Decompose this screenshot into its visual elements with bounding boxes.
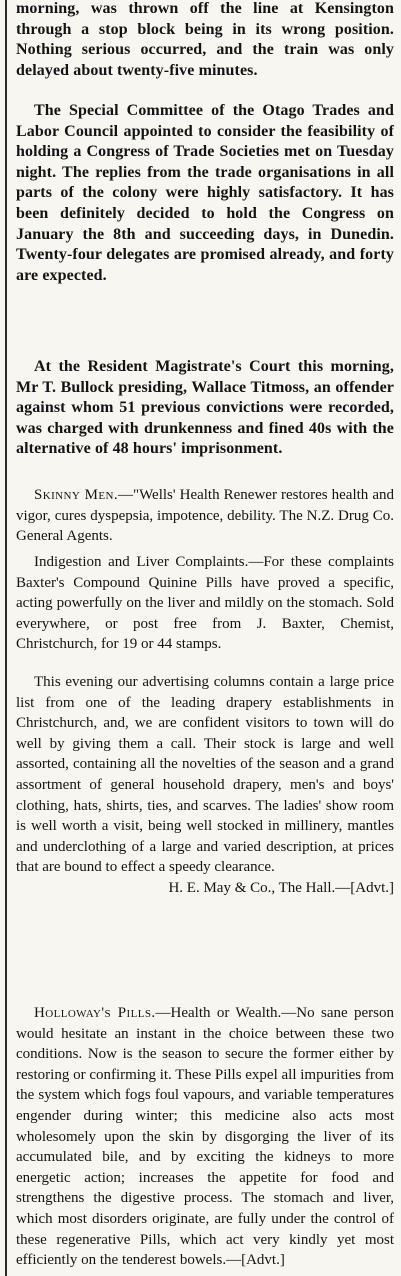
ad-holloway-heading: Holloway's Pills. [34,1005,156,1021]
article-trades-congress [16,101,394,286]
article-court-text: At the Resident Magistrate's Court this morning, Mr T. Bullock presiding, Wallace Titmoss, an offender against whom 51 previous convictions were recorded, was charged with drunkenness and fined 40s with the alternative of 48 hours' imprisonment. [16,358,394,458]
ad-holloway [16,1003,394,1271]
ad-indigestion [16,552,394,655]
ad-drapery [16,672,394,899]
column-rule-left [5,0,7,1276]
article-railway-incident [16,0,394,81]
ad-indigestion-text: Indigestion and Liver Complaints.—For these complaints Baxter's Compound Quinine Pills have proved a specific, acting powerfully on the liver and mildly on the stomach. Sold everywhere, or post free from J. Baxter, Chemist, Christchurch, for 19 or 44 stamps. [16,554,394,653]
ad-skinny-men [16,485,394,547]
article-railway-text: morning, was thrown off the line at Kensington through a stop block being in its wrong position. Nothing serious occurred, and the train was only delayed about twenty-five minutes. [16,0,394,79]
article-trades-text: The Special Committee of the Otago Trades and Labor Council appointed to consider the feasibility of holding a Congress of Trade Societies met on Tuesday night. The replies from the trade organisations in all parts of the colony were highly satisfactory. It has been definitely decided to hold the Congress on January the 8th and succeeding days, in Dunedin. Twenty-four delegates are promised already, and forty are expected. [16,102,394,284]
ad-skinny-heading: Skinny Men. [34,487,118,503]
article-magistrates-court [16,357,394,460]
ad-skinny-text: —"Wells' Health Renewer restores health and vigor, cures dyspepsia, impotence, debility. The N.Z. Drug Co. General Agents. [16,487,394,545]
ad-holloway-text: —Health or Wealth.—No sane person would hesitate an instant in the choice between these two conditions. Now is the season to secure the former either by restoring or confirming it. These Pills expel all impurities from the system which fogs foul vapours, and variable temperatures engender during winter; this medicine also acts most wholesomely upon the skin by disgorging the liver of its accumulated bile, and by exciting the kidneys to more energetic action; increases the appetite for food and strengthens the digestive process. The stomach and liver, which most disorders originate, are fully under the control of these regenerative Pills, which act very kindly yet most efficiently on the tenderest bowels.—[Advt.] [16,1005,394,1269]
ad-drapery-signature: H. E. May & Co., The Hall.—[Advt.] [168,879,394,896]
ad-drapery-text: This evening our advertising columns contain a large price list from one of the leading drapery establishments in Christchurch, and, we are confident visitors to town will do well by giving them a call. Their stock is large and well assorted, containing all the novelties of the season and a grand assortment of general household drapery, men's and boys' clothing, hats, shirts, ties, and scarves. The ladies' show room is well worth a visit, being well stocked in millinery, mantles and underclothing of a large and varied description, at prices that are bound to effect a speedy clearance. [16,674,394,876]
